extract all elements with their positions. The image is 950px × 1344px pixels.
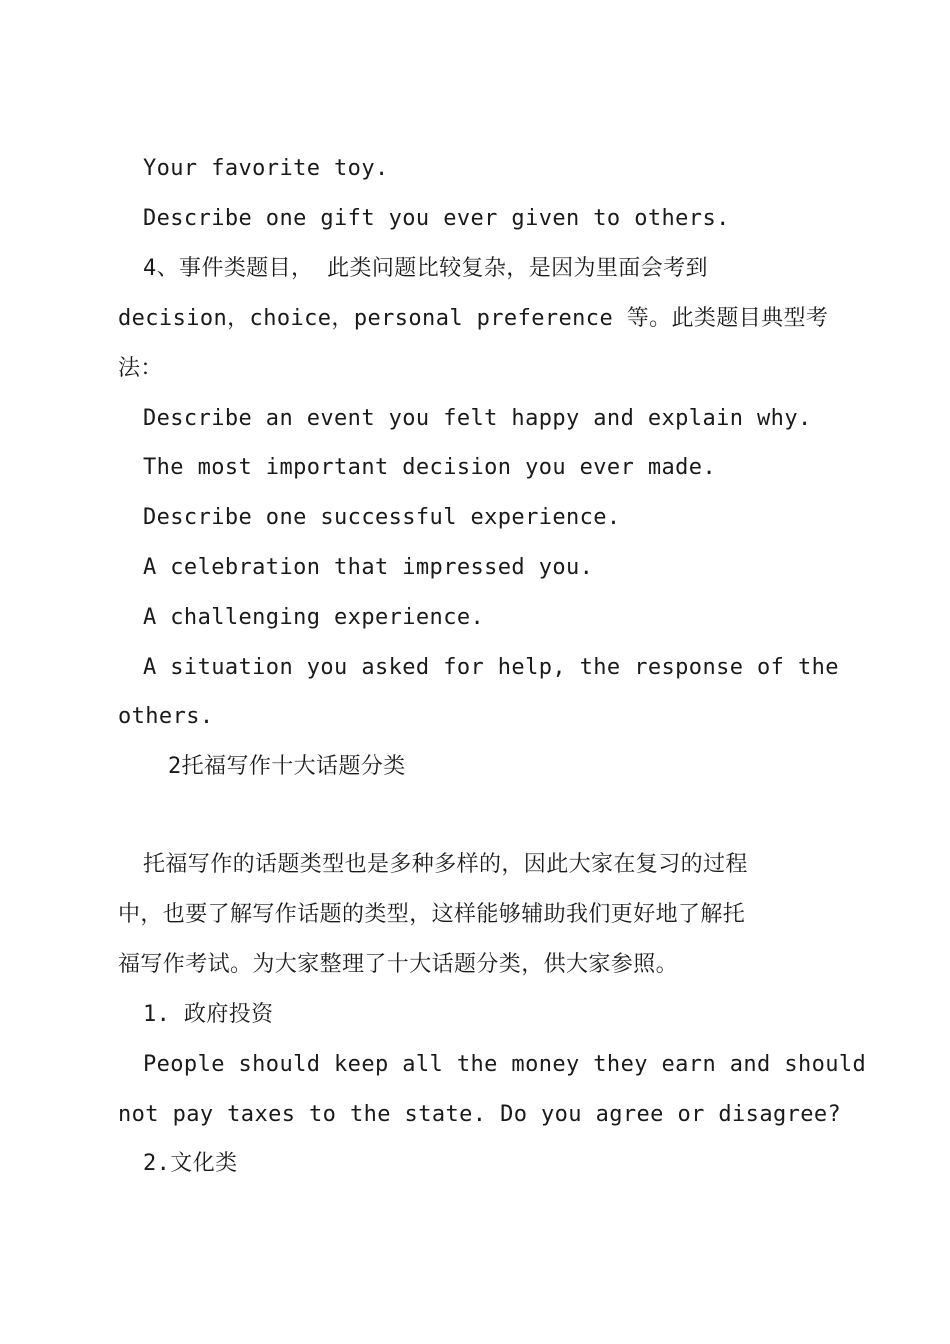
list-item: 2.文化类	[143, 1151, 238, 1176]
text-line: 法：	[118, 356, 163, 381]
text-line: People should keep all the money they earn and should	[143, 1052, 867, 1077]
text-line: Describe an event you felt happy and explain why.	[143, 406, 812, 431]
text-line: 福写作考试。为大家整理了十大话题分类，供大家参照。	[118, 952, 679, 977]
text-line: 托福写作的话题类型也是多种多样的，因此大家在复习的过程	[143, 852, 748, 877]
section-heading: 2托福写作十大话题分类	[168, 754, 406, 779]
text-line: A situation you asked for help, the response of the	[143, 655, 839, 680]
text-line: 中，也要了解写作话题的类型，这样能够辅助我们更好地了解托	[118, 902, 746, 927]
text-line: others.	[118, 704, 214, 729]
text-line: A challenging experience.	[143, 605, 485, 630]
text-line: The most important decision you ever made.	[143, 455, 717, 480]
text-line: Describe one successful experience.	[143, 505, 621, 530]
text-line: 4、事件类题目， 此类问题比较复杂，是因为里面会考到	[143, 256, 708, 281]
text-line: A celebration that impressed you.	[143, 555, 594, 580]
text-line: decision，choice，personal preference 等。此类题目典型考	[118, 306, 829, 331]
text-line: Describe one gift you ever given to others.	[143, 206, 730, 231]
text-line: Your favorite toy.	[143, 156, 389, 181]
list-item: 1. 政府投资	[143, 1002, 274, 1027]
text-line: not pay taxes to the state. Do you agree or disagree?	[118, 1102, 842, 1127]
